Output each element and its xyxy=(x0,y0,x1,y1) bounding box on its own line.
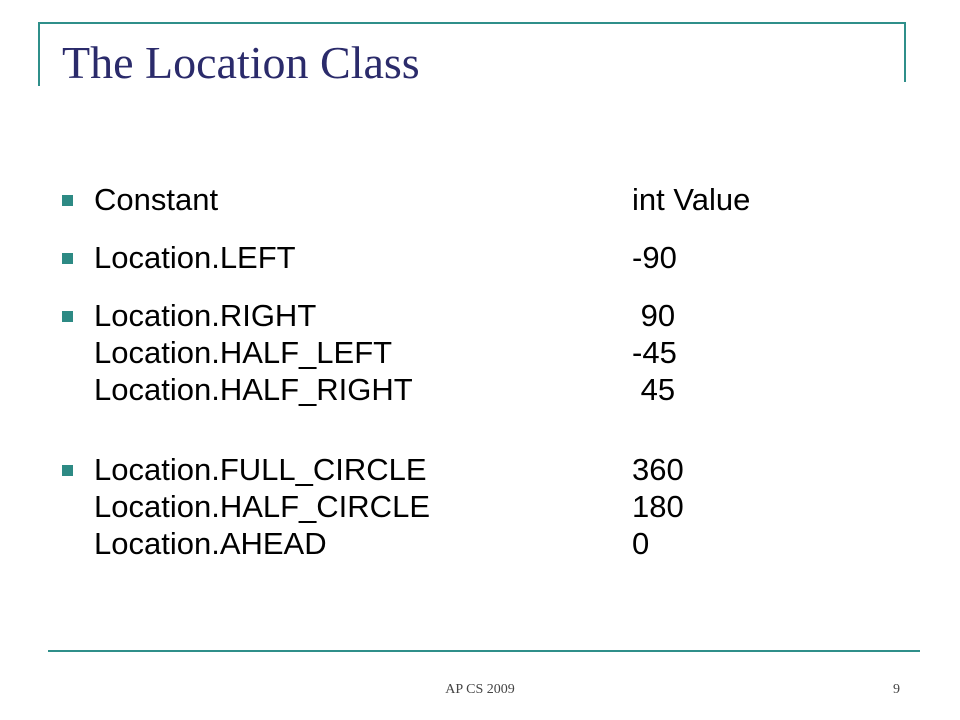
constant-name: Location.FULL_CIRCLE xyxy=(94,452,427,487)
constant-name: Location.HALF_LEFT xyxy=(94,335,393,370)
constant-value: 360 xyxy=(632,452,684,487)
constant-value: 180 xyxy=(632,489,684,524)
square-bullet-icon xyxy=(62,195,73,206)
constant-label: Constant xyxy=(94,182,219,217)
bullet-item xyxy=(60,181,860,218)
page-number: 9 xyxy=(893,682,900,697)
int-value-label: int Value xyxy=(632,182,751,217)
frame-top-line xyxy=(38,22,904,24)
footer-label: AP CS 2009 xyxy=(445,682,515,697)
bullet-item xyxy=(60,239,860,276)
square-bullet-icon xyxy=(62,311,73,322)
constant-value: 90 xyxy=(632,298,676,333)
constant-name: Location.HALF_CIRCLE xyxy=(94,489,430,524)
frame-right-line xyxy=(904,22,906,82)
constant-name: Location.LEFT xyxy=(94,240,296,275)
constant-value: 0 xyxy=(632,526,650,561)
bullet-item xyxy=(60,297,860,408)
square-bullet-icon xyxy=(62,465,73,476)
frame-left-line xyxy=(38,22,40,86)
footer-divider xyxy=(48,650,920,652)
bullet-item xyxy=(60,451,860,562)
constant-name: Location.HALF_RIGHT xyxy=(94,372,413,407)
constant-value: -90 xyxy=(632,240,677,275)
constant-name: Location.AHEAD xyxy=(94,526,327,561)
slide-title: The Location Class xyxy=(62,37,420,88)
square-bullet-icon xyxy=(62,253,73,264)
constant-value: 45 xyxy=(632,372,676,407)
constant-name: Location.RIGHT xyxy=(94,298,317,333)
constant-value: -45 xyxy=(632,335,677,370)
